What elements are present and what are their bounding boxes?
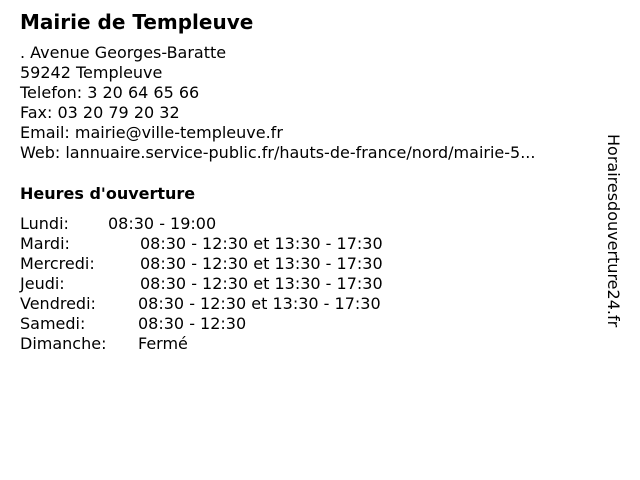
fax-text: Fax: 03 20 79 20 32 bbox=[20, 103, 180, 122]
hours-row-saturday bbox=[20, 314, 440, 334]
email-text: Email: mairie@ville-templeuve.fr bbox=[20, 123, 283, 142]
day-label: Samedi: bbox=[20, 314, 86, 333]
hours-row-tuesday bbox=[20, 234, 440, 254]
day-label: Mercredi: bbox=[20, 254, 95, 273]
day-label: Mardi: bbox=[20, 234, 70, 253]
time-value: 08:30 - 12:30 et 13:30 - 17:30 bbox=[140, 234, 383, 253]
time-value: 08:30 - 12:30 bbox=[138, 314, 247, 333]
page-title: Mairie de Templeuve bbox=[20, 10, 254, 34]
hours-row-sunday bbox=[20, 334, 440, 354]
contact-info bbox=[20, 43, 535, 163]
day-label: Vendredi: bbox=[20, 294, 96, 313]
hours-table bbox=[20, 214, 440, 354]
day-label: Dimanche: bbox=[20, 334, 107, 353]
hours-heading: Heures d'ouverture bbox=[20, 184, 196, 203]
time-value: 08:30 - 12:30 et 13:30 - 17:30 bbox=[140, 254, 383, 273]
time-value: Fermé bbox=[138, 334, 188, 353]
hours-row-friday bbox=[20, 294, 440, 314]
hours-row-thursday bbox=[20, 274, 440, 294]
day-label: Lundi: bbox=[20, 214, 69, 233]
time-value: 08:30 - 19:00 bbox=[108, 214, 217, 233]
day-label: Jeudi: bbox=[20, 274, 65, 293]
site-brand-text: Horairesdouverture24.fr bbox=[604, 134, 623, 328]
time-value: 08:30 - 12:30 et 13:30 - 17:30 bbox=[138, 294, 381, 313]
phone-text: Telefon: 3 20 64 65 66 bbox=[20, 83, 200, 102]
address-line-street: . Avenue Georges-Baratte bbox=[20, 43, 227, 62]
time-value: 08:30 - 12:30 et 13:30 - 17:30 bbox=[140, 274, 383, 293]
web-link[interactable]: Web: lannuaire.service-public.fr/hauts-de-france/nord/mairie-5... bbox=[20, 143, 536, 162]
hours-row-monday bbox=[20, 214, 440, 234]
hours-row-wednesday bbox=[20, 254, 440, 274]
address-line-city: 59242 Templeuve bbox=[20, 63, 163, 82]
